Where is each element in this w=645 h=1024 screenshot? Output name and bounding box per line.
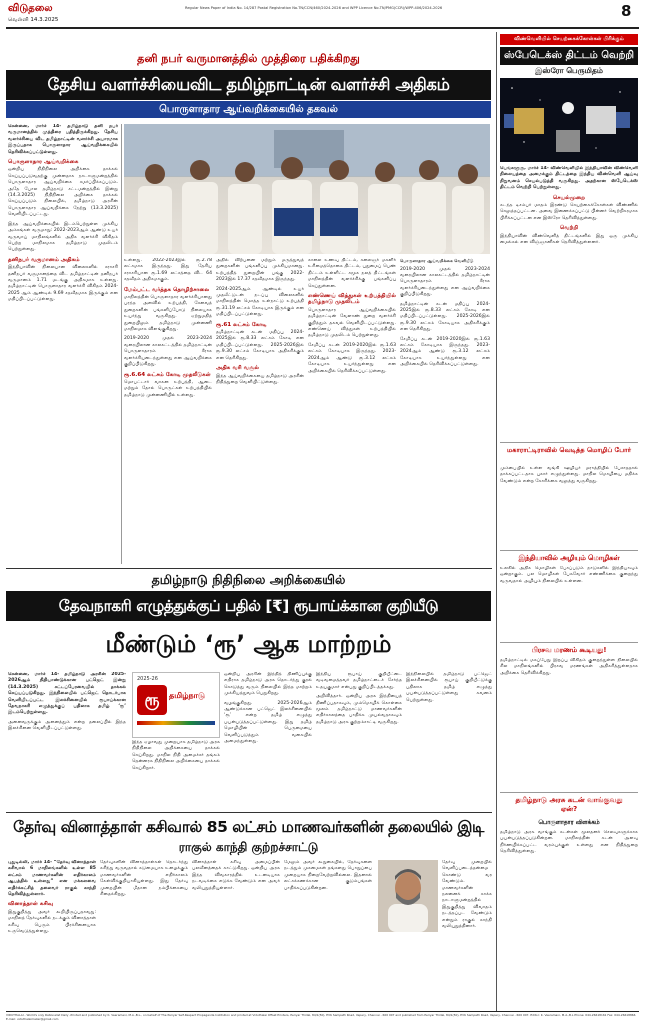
lead-paragraph: 2024-2025ஆம் ஆண்டில் உயர் முதலீட்டுடன் நடப்பு விலைகளில் மாநிலத்தின் மொத்த உள்நாட்டு உற்பத்தி ரூ.31.19 லட்சம் கோடியாக இருக்கும் என மதிப்பிடப்பட்டுள்ளது. (216, 286, 304, 318)
sidebar-story-1 (500, 166, 638, 438)
lead-paragraph: தமிழ்நாட்டின் கடன் மதிப்பு 2024-2025இல் ரூ.8.33 லட்சம் கோடி என மதிப்பிடப்பட்டுள்ளது. 2025-2026இல் ரூ.9.30 லட்சம் கோடியாக அதிகரிக்கும் என தெரிகிறது. (400, 301, 490, 333)
rupee-paragraph: அனைவருக்கும் அனைத்தும் என்ற தலைப்பில் இந்த இலச்சினை வெளியிடப்பட்டுள்ளது. (8, 719, 126, 732)
rupee-column-5 (406, 672, 492, 808)
paper-name: விடுதலை (8, 3, 53, 14)
rupee-headline-2: மீண்டும் ‘ரூ’ ஆக மாற்றம் (105, 630, 392, 658)
exam-column-1 (8, 860, 96, 1008)
rupee-paragraph: அறிவித்தார். ஒன்றிய அரசு இந்தியைத் திணிப்பதாகவும், மும்மொழிக் கொள்கை மூலம் தமிழ்நாட்டு மாணவர்களின் எதிர்காலத்தை பாதிக்க முயல்வதாகவும் தமிழ்நாடு அரசு குற்றம்சாட்டி வருகிறது. (316, 694, 402, 725)
rupee-column-3 (224, 672, 312, 808)
rupee-column-4 (316, 672, 402, 808)
lead-column-3 (216, 258, 304, 564)
sidebar-rule (500, 442, 638, 443)
sidebar-story-4-head: பிரசவ மரணம் கூடியது! (531, 646, 607, 654)
sidebar-paragraph: பெங்களூரு, மார்ச் 14- விண்வெளியில் இந்தியாவின் விண்வெளி நிலையத்தை அமைக்கும் திட்டத்தை இந்திய விண்வெளி ஆய்வு நிறுவனம் செயல்படுத்தி வருகிறது. அதற்கான ஸ்பேடெக்ஸ் திட்டம் வெற்றி பெற்றுள்ளது. (500, 166, 638, 191)
sidebar-paragraph: கடந்த டிசம்பர் மாதம் இரண்டு செயற்கைக்கோள்கள் விண்ணில் செலுத்தப்பட்டன. அவை இணைக்கப்பட்டு பின்னர் வெற்றிகரமாக பிரிக்கப்பட்டன என இஸ்ரோ தெரிவித்துள்ளது. (500, 203, 638, 221)
lead-paragraph: ஒன்றிய நிதிநிலை அறிக்கை தாக்கல் செய்யப்படுவதற்கு முன்னதாக நாடாளுமன்றத்தில் பொருளாதார ஆய்வறிக்கை சமர்ப்பிக்கப்படும். அதே போல தமிழ்நாடு சட்டமன்றத்தில் இன்று (14.3.2025) நிதிநிலை அறிக்கை தாக்கல் செய்யப்படும் நிலையில், தமிழ்நாடு அரசின் பொருளாதார ஆய்வறிக்கை நேற்று (13.3.2025) வெளியிடப்பட்டது. (8, 167, 118, 218)
lead-paragraph: இந்தியாவின் நிலையான விலைகளில் சராசரி தனிநபர் வருமானத்தை விட தமிழ்நாட்டின் தனிநபர் வருமானம் 1.71 மடங்கு அதிகமாக உள்ளது. தமிழ்நாட்டின் பொருளாதார வளர்ச்சி விகிதம் 2024-2025 ஆம் ஆண்டில் 9.69 சதவீதமாக இருக்கும் என மதிப்பிடப்பட்டுள்ளது. (8, 265, 118, 303)
sidebar-paragraph: தமிழ்நாடு அரசு வாங்கும் கடன்கள் மூலதனச் செலவுகளுக்காக பயன்படுத்தப்படுகின்றன. மாநிலத்தின் கடன் அளவு நிர்ணயிக்கப்பட்ட வரம்புக்குள் உள்ளது என நிதித்துறை தெரிவித்துள்ளது. (500, 830, 638, 855)
sidebar-paragraph: மும்பையில் உள்ள வங்கி ஊழியர் மராத்தியில் பேசாததால் தாக்கப்பட்டதாக புகார் எழுந்துள்ளது. மாநில மொழியை மதிக்க வேண்டும் என்ற கோரிக்கை வலுத்து வருகிறது. (500, 466, 638, 484)
rupee-paragraph: இந்திய ரூபாய் குறியீட்டை வடிவமைத்தவர் தமிழ்நாட்டைச் சேர்ந்த உதயகுமார் என்பது குறிப்பிடத்தக்கது. (316, 672, 402, 690)
sidebar-subhead: இஸ்ரோ பெருமிதம் (535, 66, 603, 75)
sidebar-story-2 (500, 466, 638, 546)
sidebar-paragraph: தமிழ்நாட்டில் மகப்பேறு இறப்பு விகிதம் குறைந்துள்ள நிலையில் சில மாநிலங்களில் பிரசவ மரணங்கள் அதிகரித்துள்ளதாக அறிக்கை தெரிவிக்கிறது. (500, 658, 638, 676)
sidebar-headline: ஸ்பேடெக்ஸ் திட்டம் வெற்றி (500, 47, 638, 65)
sidebar-story-5-sub: பொருளாதார விளக்கம் (538, 820, 600, 826)
exam-column-2 (100, 860, 188, 1008)
issue-date: வெள்ளி 14.3.2025 (8, 17, 59, 23)
rupee-column-1 (8, 672, 126, 808)
sidebar-rule (500, 642, 638, 643)
rupee-paragraph: சென்னை, மார்ச் 14- தமிழ்நாடு அரசின் 2025-2026ஆம் நிதியாண்டுக்கான பட்ஜெட் இன்று (14.3.2025) சட்டப்பேரவையில் தாக்கல் செய்யப்படுகிறது. இந்நிலையில் பட்ஜெட் தொடர்பாக வெளியிடப்பட்ட இலச்சினையில் ரூபாய்க்கான தேவநாகரி எழுத்துக்குப் பதிலாக தமிழ் ‘ரூ’ இடம்பெற்றுள்ளது. (8, 672, 126, 716)
logo-year: 2025-26 (137, 676, 158, 682)
lead-paragraph: மாநிலத்தின் பொருளாதார வளர்ச்சியானது பரந்த அளவில் உற்பத்தி, சேவைத் துறைகளின் பங்களிப்போடு நிலையாக உயர்ந்து வருகிறது. ஏற்றுமதித் துறையிலும் தமிழ்நாடு முன்னணி மாநிலமாக விளங்குகிறது. (124, 295, 212, 333)
lead-paragraph: பொருளாதார ஆய்வறிக்கையில் தமிழ்நாட்டின் வேளாண் துறை வளர்ச்சி குறித்தும் தகவல் வெளியிடப்பட்டுள்ளது. எண்ணெய் வித்துகள் உற்பத்தியில் தமிழ்நாடு முதலிடம் பெற்றுள்ளது. (308, 307, 396, 339)
lead-paragraph: உள்ளது. 2022-2023இல் ரூ.2.78 லட்சமாக இருந்தது. இது தேசிய சராசரியான ரூ.1.69 லட்சத்தை விட 64 சதவீதம் அதிகமாகும். (124, 258, 212, 283)
lead-paragraph: இந்த ஆய்வறிக்கையில் இடம்பெற்றுள்ள முக்கிய அம்சங்கள் வருமாறு: 2022-2023ஆம் ஆண்டு உயர் வருவாய் மாநிலங்களில் அதிக வளர்ச்சி விகிதம் பெற்ற மாநிலமாக தமிழ்நாடு முதலிடம் பெற்றுள்ளது. (8, 221, 118, 253)
lead-paragraph: இந்த ஆய்வறிக்கையை தமிழ்நாடு அரசின் நிதித்துறை வெளியிட்டுள்ளது. (216, 373, 304, 385)
masthead-rule (6, 27, 639, 29)
lead-subheading: அதிக வரி வசூல் (216, 365, 260, 372)
lead-column-4 (308, 258, 396, 564)
lead-paragraph: 2019-2020 முதல் 2023-2024 வரையிலான காலகட்டத்தில் தமிழ்நாட்டின் பொருளாதாரம் சீராக வளர்ச்சியடைந்துள்ளது என ஆய்வறிக்கை குறிப்பிடுகிறது. (124, 336, 212, 368)
exam-headline: தேர்வு வினாத்தாள் கசிவால் 85 லட்சம் மாணவர்களின் தலையில் இடி (13, 818, 484, 836)
logo-title: தமிழ்நாடு (169, 691, 205, 700)
sidebar-story-3-head: இந்தியாவில் அழியும் மொழிகள் (518, 554, 620, 562)
sidebar-story-4 (500, 658, 638, 788)
sidebar-story-5 (500, 830, 638, 1008)
lead-paragraph: 2019-2020 முதல் 2023-2024 வரையிலான காலகட்டத்தில் தமிழ்நாட்டின் பொருளாதாரம் சீராக வளர்ச்சியடைந்துள்ளது என ஆய்வறிக்கை குறிப்பிடுகிறது. (400, 266, 490, 298)
sidebar-story-5-head: தமிழ்நாடு அரசு கடன் வாங்குவது ஏன்? (515, 796, 623, 813)
lead-paragraph: மொபட்டார் வாகன உற்பத்தி, ஆடை மற்றும் தோல் பொருட்கள் உற்பத்தியில் தமிழ்நாடு முன்னணியில் உள்ளது. (124, 379, 212, 398)
exam-column-4 (284, 860, 372, 1008)
lead-subheading: பொருளாதார ஆய்வறிக்கை (8, 159, 79, 166)
exam-paragraph: இதுகுறித்து அவர் கூறியிருப்பதாவது: மாநிலத் தேர்வுகளில் நடக்கும் வினாத்தாள் கசிவு பெரும் பிரச்சினையாக உருவெடுத்துள்ளது. (8, 909, 96, 935)
rupee-headline: தேவநாகரி எழுத்துக்குப் பதில் [₹] ரூபாய்க்கான குறியீடு (6, 591, 491, 621)
sidebar-story-2-head: மகாராட்டிராவில் வெடித்த மொழிப் போர் (506, 446, 632, 454)
satellite-photo (500, 78, 638, 162)
rupee-paragraph: வழங்குகிறது. 2025-2026ஆம் ஆண்டுக்கான பட்ஜெட் இலச்சினையில் ‘ரூ’ என்ற தமிழ் எழுத்து பயன்படுத்தப்பட்டுள்ளது. இது தமிழ் மொழியின் பெருமையை வெளிப்படுத்தும் வகையில் அமைந்துள்ளது. (224, 700, 312, 745)
sidebar-subheading: வெற்றி (559, 225, 579, 232)
section-divider (6, 568, 492, 569)
lead-column-2 (124, 258, 212, 564)
sidebar-story-3 (500, 566, 638, 638)
exam-subheading: வினாத்தாள் கசிவு (8, 901, 54, 908)
exam-column-5 (442, 860, 492, 1008)
logo-rupee-glyph: ரூ (137, 685, 167, 715)
lead-subheading: மேம்பட்ட வர்த்தக தொழிற்சாலை (124, 286, 210, 293)
section-divider (6, 812, 492, 813)
exam-paragraph: மேலும் அவர் கூறுகையில், தேர்வுகளை நடத்தும் முகமைகள் தங்களது பொறுப்பை முறையாக நிறைவேற்றவில்லை. இதனால் லட்சக்கணக்கான குடும்பங்கள் பாதிக்கப்படுகின்றன. (284, 860, 372, 891)
sidebar-paragraph: இந்தியாவின் விண்வெளித் திட்டங்களில் இது ஒரு முக்கிய மைல்கல் என விஞ்ஞானிகள் தெரிவித்துள்ளனர். (500, 233, 638, 246)
lead-kicker: தனி நபர் வருமானத்தில் முத்திரை பதிக்கிறது (137, 52, 360, 65)
logo-stripe (137, 721, 215, 725)
sidebar-rule (500, 550, 638, 551)
exam-paragraph: தேர்வு முறையில் வெளிப்படைத்தன்மை கொண்டு வர வேண்டும். மாணவர்களின் நலனைக் காக்க நாடாளுமன்றத்தில் இதுகுறித்து விவாதம் நடத்தப்பட வேண்டும் என்றும் ராகுல் காந்தி வலியுறுத்தினார். (442, 860, 492, 930)
lead-subheading: ரூ.61 லட்சம் கோடி (216, 321, 267, 328)
sidebar-subheading: செயல்முறை (552, 194, 586, 201)
lead-paragraph: அதில் விற்பனை மற்றும் மருத்துவத் துறைகளின் பங்களிப்பு முக்கியமானது. உற்பத்தித் துறையின் பங்கு 2022-2023இல் 17.37 சதவீதமாக இருந்தது. (216, 258, 304, 283)
lead-paragraph: சேமிப்பு கடன் 2019-2020இல் ரூ.1.63 லட்சம் கோடியாக இருந்தது. 2023-2024ஆம் ஆண்டு ரூ.3.12 லட்சம் கோடியாக உயர்ந்துள்ளது என அறிக்கையில் தெரிவிக்கப்பட்டுள்ளது. (308, 342, 396, 374)
exam-paragraph: வினாத்தாள் கசிவு அமைப்பின் பலவீனத்தைக் காட்டுகிறது. ஒன்றிய அரசு இந்த விவகாரத்தில் உடனடியாக நடவடிக்கை எடுக்க வேண்டும் என அவர் வலியுறுத்தியுள்ளார். (192, 860, 280, 891)
column-rule (121, 124, 122, 564)
page-number: 8 (621, 2, 632, 20)
lead-subhead: பொருளாதார ஆய்வறிக்கையில் தகவல் (6, 101, 491, 118)
portrait-illustration (378, 860, 438, 932)
rupee-column-2 (132, 740, 220, 808)
rupee-paragraph: இந்நிலையில் தமிழ்நாடு பட்ஜெட் இலச்சினையில் ரூபாய் குறியீட்டுக்கு பதிலாக தமிழ் எழுத்து பயன்படுத்தப்பட்டுள்ளது கவனம் பெற்றுள்ளது. (406, 672, 492, 703)
exam-subhead: ராகுல் காந்தி குற்றச்சாட்டு (178, 840, 319, 854)
lead-paragraph: சென்னை, மார்ச் 14- தமிழ்நாடு தனி நபர் வருமானத்தில் முத்திரை பதித்திருக்கிறது. தேசிய வளர்ச்சியை விட தமிழ்நாட்டின் வளர்ச்சி அபாரமாக இருப்பதாக பொருளாதார ஆய்வறிக்கையில் தெரிவிக்கப்பட்டுள்ளது. (8, 124, 118, 155)
lead-column-1 (8, 124, 118, 564)
lead-subheading: தனிநபர் வருமானம் அதிகம் (8, 256, 80, 263)
lead-photo (124, 124, 490, 254)
rupee-paragraph: இந்த ஏழாவது முறையாக தமிழ்நாடு அரசு நிதிநிலை அறிக்கையை தாக்கல் செய்கிறது. மாநில நிதி அமைச்சர் தங்கம் தென்னரசு நிதிநிலை அறிக்கையை தாக்கல் செய்கிறார். (132, 740, 220, 771)
rupee-kicker: தமிழ்நாடு நிதிநிலை அறிக்கையில் (151, 572, 346, 587)
lead-paragraph: சேமிப்பு கடன் 2019-2020இல் ரூ.1.63 லட்சம் கோடியாக இருந்தது. 2023-2024ஆம் ஆண்டு ரூ.3.12 லட்சம் கோடியாக உயர்ந்துள்ளது என அறிக்கையில் தெரிவிக்கப்பட்டுள்ளது. (400, 336, 490, 368)
lead-subheading: ரூ.6.64 லட்சம் கோடி முதலீடுகள் (124, 371, 211, 378)
rupee-paragraph: ஒன்றிய அரசின் இந்தித் திணிப்புக்கு எதிராக தமிழ்நாடு அரசு தொடர்ந்து குரல் கொடுத்து வரும் நிலையில் இந்த மாற்றம் முக்கியத்துவம் பெறுகிறது. (224, 672, 312, 697)
sidebar-divider (496, 32, 497, 1012)
budget-logo (132, 672, 220, 738)
spacecraft-illustration (500, 78, 638, 162)
exam-paragraph: தேர்வுகளின் வினாத்தாள்கள் தொடர்ந்து கசிந்து வருவதால் கடுமையாக உழைக்கும் மாணவர்களின் எதிர்காலம் கேள்விக்குறியாகியுள்ளது. இது தேர்வு முறையின் மீதான நம்பிக்கையை சிதைக்கிறது. (100, 860, 188, 898)
rahul-gandhi-photo (378, 860, 438, 932)
lead-subheading: எண்ணெய் வித்துகள் உற்பத்தியில் தமிழ்நாடு முதலிடம் (308, 293, 396, 306)
exam-column-3 (192, 860, 280, 1008)
lead-paragraph: தமிழ்நாட்டின் கடன் மதிப்பு 2024-2025இல் ரூ.8.33 லட்சம் கோடி என மதிப்பிடப்பட்டுள்ளது. 2025-2026இல் ரூ.9.30 லட்சம் கோடியாக அதிகரிக்கும் என தெரிகிறது. (216, 330, 304, 361)
sidebar-kicker: விண்வெளியில் செயற்கைக்கோள்கள் பிரிக்கும் (500, 34, 638, 45)
lead-column-5 (400, 258, 490, 564)
lead-paragraph: காலை உணவு திட்டம், கலைஞர் மகளிர் உரிமைத்தொகை திட்டம், புதுமைப் பெண் திட்டம் உள்ளிட்ட சமூக நலத் திட்டங்கள் மாநிலத்தின் வளர்ச்சிக்கு பங்களிப்பு செய்துள்ளன. (308, 258, 396, 289)
footer-imprint: VIDUTHALAI - World's only Rationalist Daily -Printed and published by K. Veeramani, M.A.,B.L., on behalf of The Periyar Self-Respect Propaganda Institution and printed at Viduthalai Offset Printers, Periyar Thidal, 84/1(50), EVK Sampath Road, Vepery, Chennai - 600 007 and published from Periyar Thidal, 84/1(50), EVK Sampath Road, Vepery, Chennai - 600 007. Editor: K. Veeramani, M.A.,B.L Phone: 044-26618161 Fax: 044-26618866 E-mail: viduthalaimailer@gmail.com (6, 1013, 636, 1022)
photo-caption: பொருளாதார ஆய்வறிக்கை வெளியீடு (400, 258, 474, 263)
officials-group-photo (124, 124, 490, 254)
lead-headline: தேசிய வளர்ச்சியைவிட தமிழ்நாட்டின் வளர்ச்சி அதிகம் (6, 70, 491, 100)
sidebar-paragraph: உலகில் அதிக மொழிகள் பேசப்படும் நாடுகளில் இந்தியாவும் ஒன்றாகும். பல மொழிகள் பேசுவோர் எண்ணிக்கை குறைந்து வருவதால் அழியும் நிலையில் உள்ளன. (500, 566, 638, 584)
registration-line: Regular News Paper of India No. 14/287 Postal Registration No.TN/CCN/460/2024-2026 and WPP Licence No.TN/PMG(CCR)/WPP-406/2024-2026 (185, 6, 443, 10)
sidebar-rule (500, 792, 638, 793)
footer-rule (6, 1011, 639, 1012)
exam-paragraph: புதுடில்லி, மார்ச் 14- “தேர்வு வினாத்தாள் கசிவால் 6 மாநிலங்களில் உள்ள 85 லட்சம் மாணவர்களின் எதிர்காலம் ஆபத்தில் உள்ளது” என மக்களவை எதிர்க்கட்சித் தலைவர் ராகுல் காந்தி தெரிவித்துள்ளார். (8, 860, 96, 898)
